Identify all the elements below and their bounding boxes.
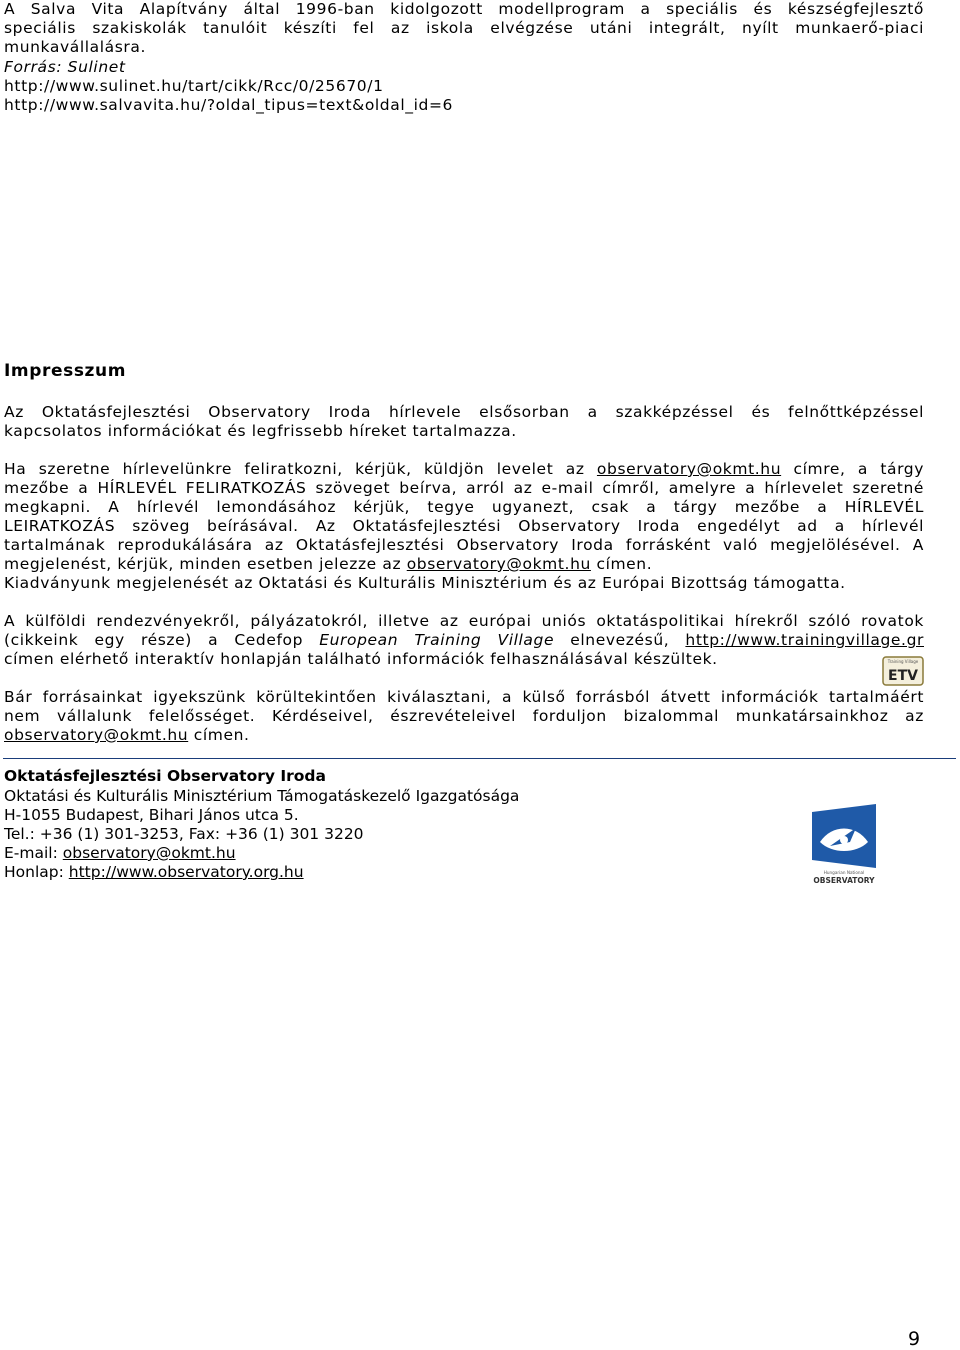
observatory-logo bbox=[806, 802, 882, 886]
p2-line-4: LEIRATKOZÁS szöveg beírásával. Az Oktatásfejlesztési Observatory Iroda engedélyt ad a hírlevél bbox=[4, 517, 924, 535]
p4-line-3-text-b: címen. bbox=[188, 726, 250, 744]
etv-name: European Training Village bbox=[319, 631, 555, 649]
contact-web bbox=[4, 863, 304, 882]
source-label bbox=[4, 58, 126, 77]
contact-email-label: E-mail: bbox=[4, 844, 63, 862]
trainingvillage-link[interactable]: http://www.trainingvillage.gr bbox=[685, 631, 924, 649]
intro-line-2: speciális szakiskolák tanulóit készíti fel az iskola elvégzése utáni integrált, nyílt munkaerő-piaci bbox=[4, 19, 924, 37]
p2-line-3: megkapni. A hírlevél lemondásához kérjük, tegye ugyanezt, csak a tárgy mezőbe a HÍRLEVÉL bbox=[4, 498, 924, 516]
email-link-report[interactable]: observatory@okmt.hu bbox=[406, 555, 591, 573]
p4-line-2: nem vállalunk felelősséget. Kérdéseivel, észrevételeivel forduljon bizalommal munkatársainkhoz az bbox=[4, 707, 924, 725]
p2-line-6-text-b: címen. bbox=[590, 555, 653, 573]
p3-line-3: címen elérhető interaktív honlapján található információk felhasználásával készültek. bbox=[4, 650, 718, 668]
contact-email bbox=[4, 844, 236, 863]
p2-line-1-text-b: címre, a tárgy bbox=[781, 460, 925, 478]
section-divider bbox=[3, 758, 956, 759]
salvavita-url[interactable]: http://www.salvavita.hu/?oldal_tipus=text&oldal_id=6 bbox=[4, 96, 453, 114]
contact-address: H-1055 Budapest, Bihari János utca 5. bbox=[4, 806, 299, 824]
etv-logo bbox=[882, 656, 924, 686]
etv-logo-text: ETV bbox=[888, 668, 918, 684]
etv-logo-small-text: Training Village bbox=[887, 659, 919, 664]
p2-line-5: tartalmának reprodukálására az Oktatásfejlesztési Observatory Iroda forrásként való megjelölésével. A bbox=[4, 536, 924, 554]
p2-line-6 bbox=[4, 555, 652, 574]
contact-title: Oktatásfejlesztési Observatory Iroda bbox=[4, 767, 326, 785]
contact-email-link[interactable]: observatory@okmt.hu bbox=[62, 844, 236, 862]
p3-line-2 bbox=[4, 631, 924, 650]
p3-line-2-text-a: (cikkeink egy része) a Cedefop bbox=[4, 631, 320, 649]
sulinet-url[interactable]: http://www.sulinet.hu/tart/cikk/Rcc/0/25670/1 bbox=[4, 77, 384, 95]
p1-line-1: Az Oktatásfejlesztési Observatory Iroda hírlevele elsősorban a szakképzéssel és felnőttképzéssel bbox=[4, 403, 924, 421]
contact-web-link[interactable]: http://www.observatory.org.hu bbox=[68, 863, 304, 881]
source-text: Forrás: Sulinet bbox=[4, 58, 126, 76]
email-link-contact[interactable]: observatory@okmt.hu bbox=[4, 726, 189, 744]
p3-line-1: A külföldi rendezvényekről, pályázatokról, illetve az európai uniós oktatáspolitikai hírekről szóló rovatok bbox=[4, 612, 924, 630]
impresszum-heading: Impresszum bbox=[4, 361, 127, 381]
p3-line-2-text-b: elnevezésű, bbox=[554, 631, 686, 649]
p1-line-2: kapcsolatos információkat és legfrissebb híreket tartalmazza. bbox=[4, 422, 517, 440]
page-number: 9 bbox=[908, 1328, 921, 1350]
contact-web-label: Honlap: bbox=[4, 863, 69, 881]
p4-line-1: Bár forrásainkat igyekszünk körültekintően kiválasztani, a külső forrásból átvett információk tartalmáért bbox=[4, 688, 924, 706]
observatory-logo-text: OBSERVATORY bbox=[813, 876, 875, 885]
contact-org: Oktatási és Kulturális Minisztérium Támogatáskezelő Igazgatósága bbox=[4, 787, 520, 805]
intro-line-3: munkavállalásra. bbox=[4, 38, 147, 56]
intro-line-1: A Salva Vita Alapítvány által 1996-ban kidolgozott modellprogram a speciális és készségfejlesztő bbox=[4, 0, 924, 18]
contact-phone: Tel.: +36 (1) 301-3253, Fax: +36 (1) 301 3220 bbox=[4, 825, 364, 843]
observatory-logo-small-text: Hungarian National bbox=[823, 870, 865, 875]
p2-line-1-text-a: Ha szeretne hírlevelünkre feliratkozni, kérjük, küldjön levelet az bbox=[4, 460, 597, 478]
p4-line-3 bbox=[4, 726, 250, 745]
p2-line-7: Kiadványunk megjelenését az Oktatási és Kulturális Minisztérium és az Európai Bizottság támogatta. bbox=[4, 574, 846, 592]
p2-line-6-text-a: megjelenést, kérjük, minden esetben jelezze az bbox=[4, 555, 407, 573]
email-link-subscribe[interactable]: observatory@okmt.hu bbox=[596, 460, 782, 478]
p2-line-1 bbox=[4, 460, 924, 479]
p2-line-2: mezőbe a HÍRLEVÉL FELIRATKOZÁS szöveget beírva, arról az e-mail címről, amelyre a hírlevelet szeretné bbox=[4, 479, 924, 497]
